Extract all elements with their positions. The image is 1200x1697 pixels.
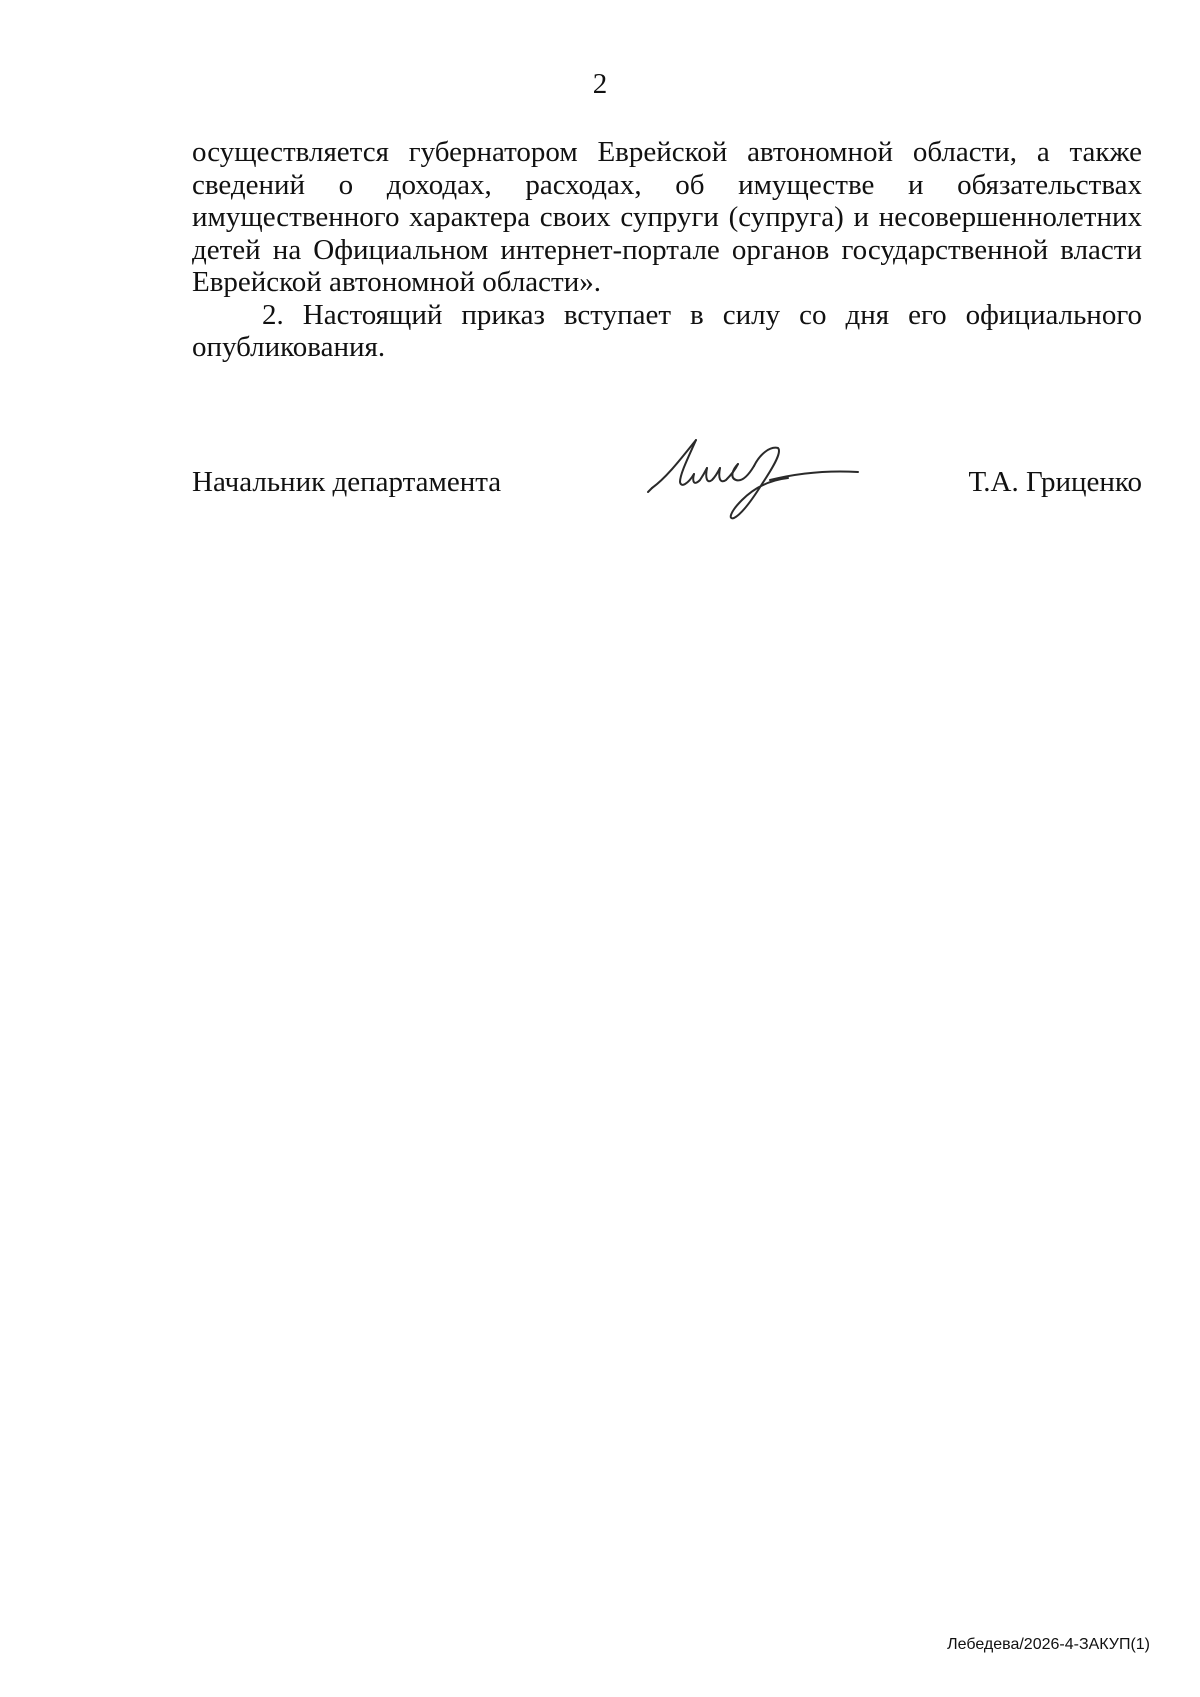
document-body (192, 136, 1142, 364)
paragraph-effective-date: 2. Настоящий приказ вступает в силу со дня его официального опубликования. (192, 298, 1142, 363)
page-number: 2 (592, 68, 608, 100)
footer-reference: Лебедева/2026-4-ЗАКУП(1) (947, 1636, 1150, 1653)
signer-name: Т.А. Гриценко (968, 466, 1142, 498)
signer-title: Начальник департамента (192, 466, 502, 498)
signature-block (192, 430, 1142, 540)
paragraph-continuation: осуществляется губернатором Еврейской автономной области, а также сведений о доходах, расходах, об имуществе и обязательствах имущественного характера своих супруги (супруга) и несовершеннолетних детей на Официальном интернет-портале органов государственной власти Еврейской автономной области». (192, 136, 1142, 298)
handwritten-signature (644, 430, 874, 530)
